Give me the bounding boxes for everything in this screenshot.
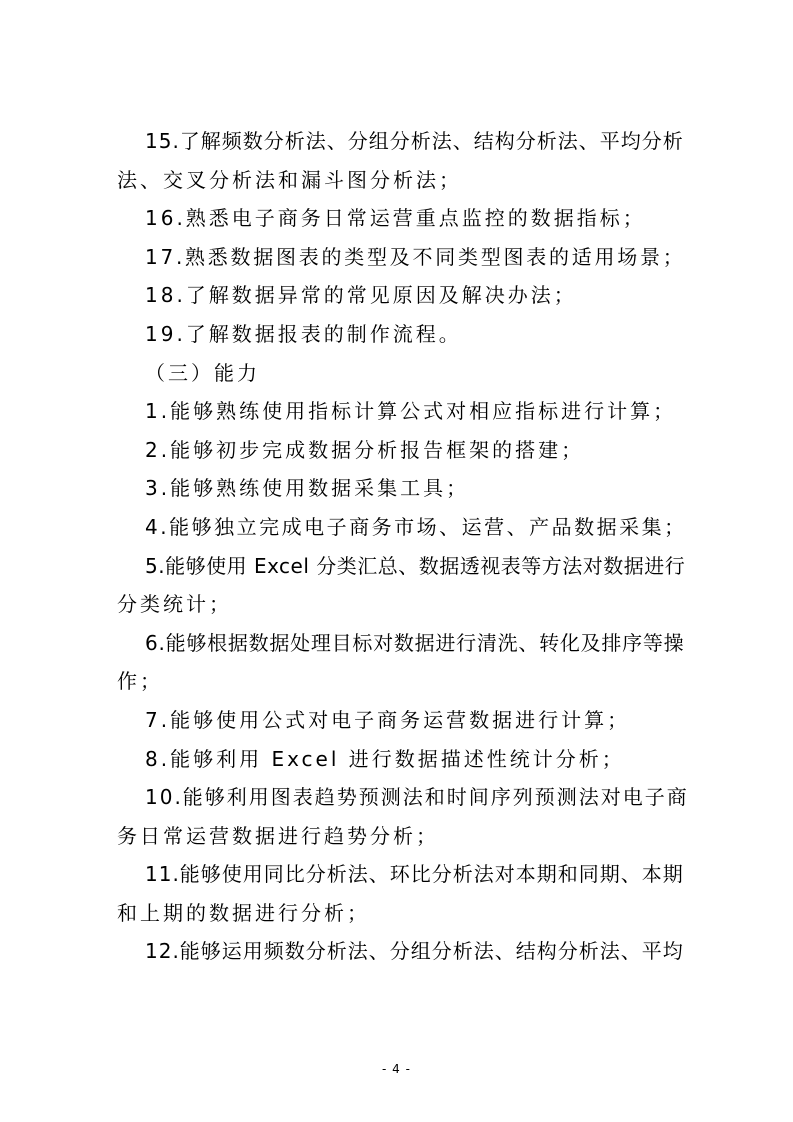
- page-number: - 4 -: [382, 1062, 411, 1076]
- text-line: 18.了解数据异常的常见原因及解决办法；: [145, 283, 577, 308]
- text-line: 12.能够运用频数分析法、分组分析法、结构分析法、平均: [145, 939, 684, 964]
- text-line: 2.能够初步完成数据分析报告框架的搭建；: [145, 437, 585, 462]
- text-line: 11.能够使用同比分析法、环比分析法对本期和同期、本期: [145, 862, 684, 887]
- text-line: 5.能够使用 Excel 分类汇总、数据透视表等方法对数据进行: [145, 553, 686, 578]
- text-line: 4.能够独立完成电子商务市场、运营、产品数据采集；: [145, 514, 687, 539]
- text-line: 3.能够熟练使用数据采集工具；: [145, 476, 470, 501]
- text-line: 务日常运营数据进行趋势分析；: [117, 823, 439, 848]
- text-line: 和上期的数据进行分析；: [117, 900, 370, 925]
- text-line: 7.能够使用公式对电子商务运营数据进行计算；: [145, 707, 631, 732]
- section-heading: （三）能力: [145, 360, 260, 385]
- text-line: 17.熟悉数据图表的类型及不同类型图表的适用场景；: [145, 244, 686, 269]
- text-line: 法、交叉分析法和漏斗图分析法；: [117, 167, 462, 192]
- text-line: 16.熟悉电子商务日常运营重点监控的数据指标；: [145, 206, 646, 231]
- text-line: 8.能够利用 Excel 进行数据描述性统计分析；: [145, 746, 625, 771]
- text-line: 6.能够根据数据处理目标对数据进行清洗、转化及排序等操: [145, 630, 685, 655]
- text-line: 1.能够熟练使用指标计算公式对相应指标进行计算；: [145, 399, 677, 424]
- text-line: 作；: [117, 669, 163, 694]
- text-line: 19.了解数据报表的制作流程。: [145, 321, 462, 346]
- text-line: 10.能够利用图表趋势预测法和时间序列预测法对电子商: [145, 785, 689, 810]
- document-body: [117, 122, 689, 971]
- text-line: 15.了解频数分析法、分组分析法、结构分析法、平均分析: [145, 129, 684, 153]
- text-line: 分类统计；: [117, 592, 232, 617]
